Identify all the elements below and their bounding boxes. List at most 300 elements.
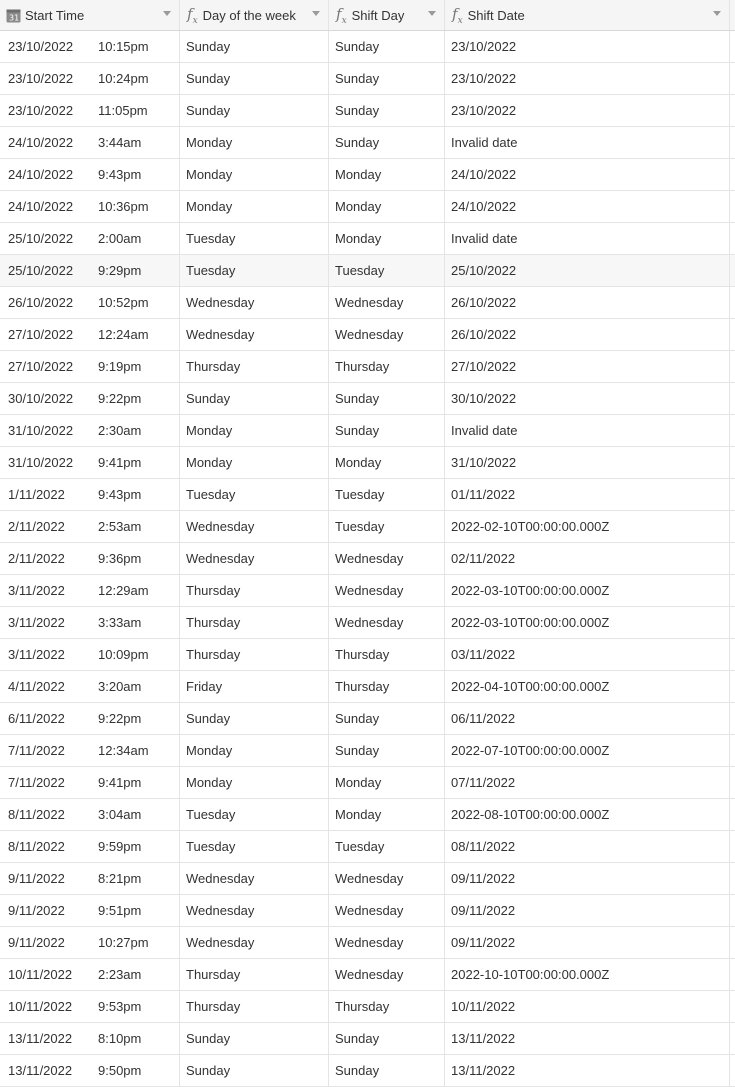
start-date: 25/10/2022 xyxy=(8,231,74,246)
cell-day-of-week[interactable] xyxy=(180,735,329,766)
cell-shift-day[interactable] xyxy=(329,1023,445,1054)
shift-day-value: Wednesday xyxy=(335,583,404,598)
cell-shift-date[interactable] xyxy=(445,1023,730,1054)
start-time: 2:30am xyxy=(98,423,142,438)
cell-start-time[interactable] xyxy=(0,95,180,126)
cell-day-of-week[interactable] xyxy=(180,383,329,414)
cell-shift-date[interactable] xyxy=(445,383,730,414)
start-date: 8/11/2022 xyxy=(8,807,65,822)
cell-day-of-week[interactable] xyxy=(180,703,329,734)
shift-date-value: 01/11/2022 xyxy=(451,487,516,502)
table-row[interactable] xyxy=(0,959,735,991)
cell-shift-day[interactable] xyxy=(329,351,445,382)
table-row[interactable] xyxy=(0,447,735,479)
cell-start-time[interactable] xyxy=(0,959,180,990)
cell-start-time[interactable] xyxy=(0,191,180,222)
day-of-week-value: Sunday xyxy=(186,711,231,726)
cell-day-of-week[interactable] xyxy=(180,31,329,62)
column-spacer xyxy=(730,927,735,958)
day-of-week-value: Thursday xyxy=(186,967,241,982)
cell-shift-date[interactable] xyxy=(445,223,730,254)
cell-shift-day[interactable] xyxy=(329,479,445,510)
table-row[interactable] xyxy=(0,831,735,863)
cell-start-time[interactable] xyxy=(0,287,180,318)
shift-date-value: 08/11/2022 xyxy=(451,839,516,854)
cell-start-time[interactable] xyxy=(0,607,180,638)
cell-start-time[interactable] xyxy=(0,575,180,606)
column-spacer xyxy=(730,959,735,990)
cell-shift-date[interactable] xyxy=(445,831,730,862)
shift-date-value: 2022-07-10T00:00:00.000Z xyxy=(451,743,610,758)
cell-shift-date[interactable] xyxy=(445,767,730,798)
shift-day-value: Sunday xyxy=(335,743,380,758)
cell-start-time[interactable] xyxy=(0,831,180,862)
cell-shift-day[interactable] xyxy=(329,191,445,222)
table-row[interactable] xyxy=(0,1023,735,1055)
cell-shift-day[interactable] xyxy=(329,895,445,926)
table-row[interactable] xyxy=(0,159,735,191)
cell-shift-day[interactable] xyxy=(329,287,445,318)
cell-start-time[interactable] xyxy=(0,159,180,190)
cell-start-time[interactable] xyxy=(0,63,180,94)
shift-day-value: Sunday xyxy=(335,391,380,406)
shift-date-value: 23/10/2022 xyxy=(451,103,517,118)
cell-shift-date[interactable] xyxy=(445,959,730,990)
table-row[interactable] xyxy=(0,415,735,447)
table-row[interactable] xyxy=(0,223,735,255)
table-row[interactable] xyxy=(0,799,735,831)
table-row[interactable] xyxy=(0,575,735,607)
chevron-down-icon[interactable] xyxy=(312,11,320,16)
table-row[interactable] xyxy=(0,191,735,223)
start-time: 8:10pm xyxy=(98,1031,142,1046)
start-date: 24/10/2022 xyxy=(8,199,74,214)
column-header-label: Start Time xyxy=(25,7,85,23)
start-time: 10:52pm xyxy=(98,295,149,310)
cell-shift-day[interactable] xyxy=(329,383,445,414)
shift-date-value: 23/10/2022 xyxy=(451,71,517,86)
start-time: 2:23am xyxy=(98,967,142,982)
cell-day-of-week[interactable] xyxy=(180,927,329,958)
chevron-down-icon[interactable] xyxy=(163,11,171,16)
cell-shift-day[interactable] xyxy=(329,831,445,862)
column-header-shift-day[interactable] xyxy=(329,0,445,30)
cell-start-time[interactable] xyxy=(0,31,180,62)
cell-day-of-week[interactable] xyxy=(180,159,329,190)
start-time: 3:04am xyxy=(98,807,142,822)
cell-shift-day[interactable] xyxy=(329,319,445,350)
cell-start-time[interactable] xyxy=(0,447,180,478)
column-spacer xyxy=(730,415,735,446)
table-row[interactable] xyxy=(0,607,735,639)
cell-shift-day[interactable] xyxy=(329,767,445,798)
table-row[interactable] xyxy=(0,671,735,703)
table-row[interactable] xyxy=(0,735,735,767)
cell-shift-date[interactable] xyxy=(445,671,730,702)
cell-shift-date[interactable] xyxy=(445,159,730,190)
cell-day-of-week[interactable] xyxy=(180,415,329,446)
start-time: 9:41pm xyxy=(98,455,142,470)
start-time: 10:15pm xyxy=(98,39,149,54)
cell-shift-date[interactable] xyxy=(445,479,730,510)
shift-day-value: Wednesday xyxy=(335,615,404,630)
cell-shift-date[interactable] xyxy=(445,863,730,894)
cell-day-of-week[interactable] xyxy=(180,319,329,350)
cell-shift-day[interactable] xyxy=(329,799,445,830)
cell-shift-day[interactable] xyxy=(329,575,445,606)
column-spacer xyxy=(730,671,735,702)
cell-day-of-week[interactable] xyxy=(180,223,329,254)
table-row[interactable] xyxy=(0,479,735,511)
cell-shift-date[interactable] xyxy=(445,991,730,1022)
cell-start-time[interactable] xyxy=(0,991,180,1022)
shift-date-value: 31/10/2022 xyxy=(451,455,517,470)
cell-shift-date[interactable] xyxy=(445,255,730,286)
shift-date-value: 13/11/2022 xyxy=(451,1063,516,1078)
shift-day-value: Sunday xyxy=(335,71,380,86)
start-date: 7/11/2022 xyxy=(8,775,65,790)
cell-start-time[interactable] xyxy=(0,351,180,382)
cell-day-of-week[interactable] xyxy=(180,479,329,510)
cell-day-of-week[interactable] xyxy=(180,575,329,606)
cell-shift-day[interactable] xyxy=(329,223,445,254)
cell-shift-date[interactable] xyxy=(445,511,730,542)
column-spacer xyxy=(730,863,735,894)
cell-start-time[interactable] xyxy=(0,671,180,702)
cell-shift-day[interactable] xyxy=(329,735,445,766)
start-date: 23/10/2022 xyxy=(8,39,74,54)
shift-date-value: 2022-10-10T00:00:00.000Z xyxy=(451,967,610,982)
start-time: 10:24pm xyxy=(98,71,149,86)
shift-day-value: Sunday xyxy=(335,423,380,438)
table-row[interactable] xyxy=(0,287,735,319)
cell-start-time[interactable] xyxy=(0,511,180,542)
shift-day-value: Wednesday xyxy=(335,327,404,342)
cell-shift-day[interactable] xyxy=(329,1055,445,1086)
table-row[interactable] xyxy=(0,895,735,927)
shift-day-value: Tuesday xyxy=(335,519,385,534)
cell-start-time[interactable] xyxy=(0,895,180,926)
cell-start-time[interactable] xyxy=(0,799,180,830)
cell-day-of-week[interactable] xyxy=(180,1055,329,1086)
header-row xyxy=(0,0,735,31)
start-time: 9:51pm xyxy=(98,903,142,918)
cell-day-of-week[interactable] xyxy=(180,895,329,926)
cell-shift-date[interactable] xyxy=(445,703,730,734)
cell-shift-date[interactable] xyxy=(445,575,730,606)
cell-day-of-week[interactable] xyxy=(180,543,329,574)
day-of-week-value: Wednesday xyxy=(186,327,255,342)
cell-shift-date[interactable] xyxy=(445,351,730,382)
formula-icon: $f_x$ xyxy=(452,4,463,26)
cell-shift-date[interactable] xyxy=(445,287,730,318)
table-row[interactable] xyxy=(0,863,735,895)
start-time: 9:41pm xyxy=(98,775,142,790)
day-of-week-value: Tuesday xyxy=(186,231,236,246)
cell-shift-date[interactable] xyxy=(445,127,730,158)
start-time: 9:22pm xyxy=(98,391,142,406)
cell-start-time[interactable] xyxy=(0,1055,180,1086)
chevron-down-icon[interactable] xyxy=(428,11,436,16)
day-of-week-value: Sunday xyxy=(186,391,231,406)
cell-shift-date[interactable] xyxy=(445,63,730,94)
cell-shift-day[interactable] xyxy=(329,863,445,894)
shift-date-value: Invalid date xyxy=(451,135,518,150)
cell-shift-date[interactable] xyxy=(445,735,730,766)
cell-day-of-week[interactable] xyxy=(180,639,329,670)
table-row[interactable] xyxy=(0,63,735,95)
cell-day-of-week[interactable] xyxy=(180,351,329,382)
start-time: 11:05pm xyxy=(98,103,148,118)
column-spacer xyxy=(730,767,735,798)
cell-start-time[interactable] xyxy=(0,767,180,798)
start-time: 9:50pm xyxy=(98,1063,142,1078)
chevron-down-icon[interactable] xyxy=(713,11,721,16)
column-header-start-time[interactable] xyxy=(0,0,180,30)
cell-day-of-week[interactable] xyxy=(180,767,329,798)
cell-day-of-week[interactable] xyxy=(180,863,329,894)
shift-day-value: Sunday xyxy=(335,1063,380,1078)
cell-shift-day[interactable] xyxy=(329,959,445,990)
cell-shift-date[interactable] xyxy=(445,31,730,62)
column-spacer xyxy=(730,479,735,510)
table-row[interactable] xyxy=(0,927,735,959)
column-spacer xyxy=(730,703,735,734)
shift-date-value: 10/11/2022 xyxy=(451,999,516,1014)
cell-day-of-week[interactable] xyxy=(180,831,329,862)
shift-day-value: Monday xyxy=(335,807,382,822)
cell-day-of-week[interactable] xyxy=(180,255,329,286)
table-row[interactable] xyxy=(0,31,735,63)
start-date: 23/10/2022 xyxy=(8,103,74,118)
cell-shift-day[interactable] xyxy=(329,447,445,478)
formula-icon: $f_x$ xyxy=(187,4,198,26)
cell-shift-day[interactable] xyxy=(329,511,445,542)
column-spacer xyxy=(730,831,735,862)
cell-shift-day[interactable] xyxy=(329,255,445,286)
column-spacer xyxy=(730,575,735,606)
cell-start-time[interactable] xyxy=(0,223,180,254)
table-row[interactable] xyxy=(0,383,735,415)
cell-start-time[interactable] xyxy=(0,703,180,734)
start-date: 30/10/2022 xyxy=(8,391,74,406)
cell-shift-day[interactable] xyxy=(329,415,445,446)
shift-date-value: 2022-04-10T00:00:00.000Z xyxy=(451,679,610,694)
cell-shift-day[interactable] xyxy=(329,927,445,958)
cell-shift-date[interactable] xyxy=(445,895,730,926)
cell-shift-date[interactable] xyxy=(445,95,730,126)
column-spacer xyxy=(730,287,735,318)
cell-shift-date[interactable] xyxy=(445,607,730,638)
table-row[interactable] xyxy=(0,543,735,575)
column-spacer xyxy=(730,255,735,286)
shift-date-value: 2022-03-10T00:00:00.000Z xyxy=(451,615,610,630)
shift-day-value: Wednesday xyxy=(335,967,404,982)
column-header-shift-date[interactable] xyxy=(445,0,730,30)
cell-start-time[interactable] xyxy=(0,415,180,446)
start-time: 2:53am xyxy=(98,519,142,534)
cell-shift-date[interactable] xyxy=(445,927,730,958)
cell-start-time[interactable] xyxy=(0,863,180,894)
start-time: 9:59pm xyxy=(98,839,142,854)
column-header-label: Day of the week xyxy=(202,7,296,23)
cell-start-time[interactable] xyxy=(0,927,180,958)
day-of-week-value: Monday xyxy=(186,423,233,438)
table-row[interactable] xyxy=(0,703,735,735)
cell-shift-day[interactable] xyxy=(329,63,445,94)
table-row[interactable] xyxy=(0,319,735,351)
cell-day-of-week[interactable] xyxy=(180,607,329,638)
column-spacer xyxy=(730,351,735,382)
day-of-week-value: Thursday xyxy=(186,999,241,1014)
shift-date-value: 24/10/2022 xyxy=(451,199,517,214)
day-of-week-value: Wednesday xyxy=(186,935,255,950)
cell-shift-day[interactable] xyxy=(329,127,445,158)
day-of-week-value: Monday xyxy=(186,455,233,470)
cell-start-time[interactable] xyxy=(0,1023,180,1054)
start-date: 24/10/2022 xyxy=(8,135,74,150)
cell-shift-day[interactable] xyxy=(329,159,445,190)
start-date: 7/11/2022 xyxy=(8,743,65,758)
cell-shift-date[interactable] xyxy=(445,447,730,478)
cell-day-of-week[interactable] xyxy=(180,287,329,318)
cell-shift-date[interactable] xyxy=(445,415,730,446)
formula-icon: $f_x$ xyxy=(336,4,347,26)
day-of-week-value: Tuesday xyxy=(186,839,236,854)
cell-shift-date[interactable] xyxy=(445,543,730,574)
shift-day-value: Sunday xyxy=(335,39,380,54)
start-date: 2/11/2022 xyxy=(8,519,65,534)
start-time: 12:29am xyxy=(98,583,149,598)
shift-day-value: Monday xyxy=(335,455,382,470)
start-time: 9:43pm xyxy=(98,487,142,502)
cell-shift-day[interactable] xyxy=(329,31,445,62)
column-spacer xyxy=(730,799,735,830)
cell-shift-day[interactable] xyxy=(329,607,445,638)
start-time: 9:53pm xyxy=(98,999,142,1014)
day-of-week-value: Sunday xyxy=(186,39,231,54)
day-of-week-value: Wednesday xyxy=(186,551,255,566)
start-time: 12:34am xyxy=(98,743,149,758)
cell-shift-date[interactable] xyxy=(445,319,730,350)
column-spacer xyxy=(730,31,735,62)
table-row[interactable] xyxy=(0,95,735,127)
shift-date-value: 03/11/2022 xyxy=(451,647,516,662)
start-date: 6/11/2022 xyxy=(8,711,65,726)
cell-day-of-week[interactable] xyxy=(180,511,329,542)
shift-date-value: 25/10/2022 xyxy=(451,263,517,278)
cell-day-of-week[interactable] xyxy=(180,1023,329,1054)
day-of-week-value: Wednesday xyxy=(186,295,255,310)
start-date: 3/11/2022 xyxy=(8,583,65,598)
cell-day-of-week[interactable] xyxy=(180,127,329,158)
calendar-icon xyxy=(6,8,21,23)
day-of-week-value: Thursday xyxy=(186,359,241,374)
shift-date-value: 02/11/2022 xyxy=(451,551,516,566)
day-of-week-value: Thursday xyxy=(186,647,241,662)
cell-start-time[interactable] xyxy=(0,127,180,158)
table-row[interactable] xyxy=(0,639,735,671)
cell-start-time[interactable] xyxy=(0,479,180,510)
cell-shift-date[interactable] xyxy=(445,799,730,830)
cell-day-of-week[interactable] xyxy=(180,447,329,478)
cell-shift-day[interactable] xyxy=(329,991,445,1022)
cell-shift-date[interactable] xyxy=(445,191,730,222)
start-time: 9:19pm xyxy=(98,359,142,374)
shift-day-value: Monday xyxy=(335,231,382,246)
start-date: 27/10/2022 xyxy=(8,359,74,374)
column-spacer xyxy=(730,127,735,158)
shift-date-value: 2022-03-10T00:00:00.000Z xyxy=(451,583,610,598)
shift-day-value: Wednesday xyxy=(335,871,404,886)
day-of-week-value: Tuesday xyxy=(186,487,236,502)
column-spacer xyxy=(730,63,735,94)
cell-shift-day[interactable] xyxy=(329,703,445,734)
cell-shift-date[interactable] xyxy=(445,1055,730,1086)
table-row[interactable] xyxy=(0,991,735,1023)
cell-shift-date[interactable] xyxy=(445,639,730,670)
cell-day-of-week[interactable] xyxy=(180,799,329,830)
start-date: 4/11/2022 xyxy=(8,679,65,694)
cell-shift-day[interactable] xyxy=(329,639,445,670)
column-spacer xyxy=(730,1023,735,1054)
cell-shift-day[interactable] xyxy=(329,671,445,702)
column-spacer xyxy=(730,383,735,414)
start-date: 9/11/2022 xyxy=(8,871,65,886)
shift-day-value: Tuesday xyxy=(335,487,385,502)
day-of-week-value: Monday xyxy=(186,135,233,150)
cell-start-time[interactable] xyxy=(0,383,180,414)
cell-day-of-week[interactable] xyxy=(180,191,329,222)
cell-start-time[interactable] xyxy=(0,735,180,766)
cell-start-time[interactable] xyxy=(0,543,180,574)
shift-day-value: Wednesday xyxy=(335,935,404,950)
start-time: 2:00am xyxy=(98,231,142,246)
start-time: 9:43pm xyxy=(98,167,142,182)
shift-day-value: Wednesday xyxy=(335,295,404,310)
table-row[interactable] xyxy=(0,127,735,159)
column-spacer xyxy=(730,191,735,222)
shift-day-value: Thursday xyxy=(335,999,390,1014)
cell-shift-day[interactable] xyxy=(329,543,445,574)
start-date: 3/11/2022 xyxy=(8,647,65,662)
cell-day-of-week[interactable] xyxy=(180,959,329,990)
cell-day-of-week[interactable] xyxy=(180,991,329,1022)
shift-day-value: Wednesday xyxy=(335,551,404,566)
cell-start-time[interactable] xyxy=(0,255,180,286)
start-time: 9:36pm xyxy=(98,551,142,566)
cell-day-of-week[interactable] xyxy=(180,63,329,94)
table-row[interactable] xyxy=(0,1055,735,1087)
column-spacer xyxy=(730,895,735,926)
table-row[interactable] xyxy=(0,255,735,287)
day-of-week-value: Sunday xyxy=(186,71,231,86)
cell-start-time[interactable] xyxy=(0,639,180,670)
start-time: 10:27pm xyxy=(98,935,149,950)
cell-day-of-week[interactable] xyxy=(180,95,329,126)
table-row[interactable] xyxy=(0,767,735,799)
table-row[interactable] xyxy=(0,511,735,543)
start-time: 8:21pm xyxy=(98,871,142,886)
table-row[interactable] xyxy=(0,351,735,383)
cell-day-of-week[interactable] xyxy=(180,671,329,702)
shift-day-value: Wednesday xyxy=(335,903,404,918)
start-time: 3:33am xyxy=(98,615,142,630)
cell-start-time[interactable] xyxy=(0,319,180,350)
cell-shift-day[interactable] xyxy=(329,95,445,126)
start-date: 3/11/2022 xyxy=(8,615,65,630)
column-header-day-of-week[interactable] xyxy=(180,0,329,30)
